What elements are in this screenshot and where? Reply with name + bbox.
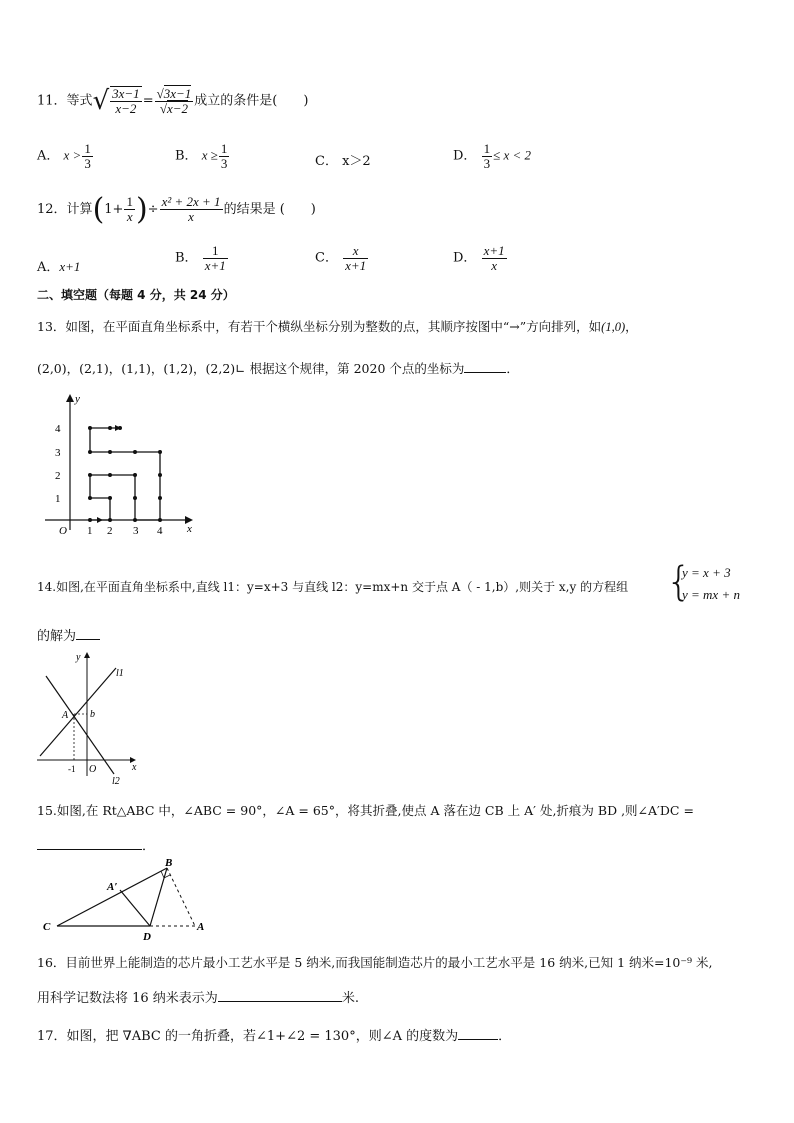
y-axis-label: y <box>75 393 80 405</box>
q13-graph <box>35 390 205 540</box>
question-15-line2: ． <box>37 835 155 854</box>
label-a: A <box>62 710 69 721</box>
lattice-point <box>158 496 162 500</box>
x-tick-label: 1 <box>87 525 93 537</box>
stem-text: 成立的条件是( ) <box>194 93 309 109</box>
line-l1 <box>40 668 116 756</box>
label-d: D <box>143 931 151 942</box>
y-tick-label: 4 <box>55 423 61 435</box>
answer-blank[interactable] <box>218 989 342 1002</box>
q11-option-c: C． x＞2 <box>315 154 371 169</box>
lattice-point <box>108 426 112 430</box>
lattice-point <box>133 518 137 522</box>
section-heading: 二、填空题（每题 4 分，共 24 分） <box>37 288 235 302</box>
answer-blank[interactable] <box>464 360 506 373</box>
lattice-point <box>133 496 137 500</box>
y-tick-label: 1 <box>55 493 61 505</box>
question-number: 12． <box>37 202 67 217</box>
question-14-line1: 14.如图,在平面直角坐标系中,直线 l1：y=x+3 与直线 l2：y=mx+n 交于点 A（ - 1,b）,则关于 x,y 的方程组 <box>37 580 629 594</box>
label-x: x <box>132 762 137 773</box>
y-axis-arrow <box>84 652 90 658</box>
answer-blank[interactable] <box>76 627 100 640</box>
q12-option-c: C． $\frac{x}{x+1}$ <box>315 243 367 273</box>
stem-text: 等式 <box>66 93 93 109</box>
lattice-points <box>88 426 162 522</box>
question-14-line2: 的解为 <box>37 625 100 644</box>
lattice-point <box>133 473 137 477</box>
label-neg1: -1 <box>68 764 76 774</box>
lattice-point <box>108 473 112 477</box>
label-a: A <box>197 921 205 933</box>
lattice-point <box>108 518 112 522</box>
system-brace: { <box>666 559 692 605</box>
lattice-point <box>88 473 92 477</box>
label-y: y <box>76 652 81 663</box>
side-cb <box>57 868 167 926</box>
q11-option-b: B． x ≥ $\frac{1}{3}$ <box>175 141 228 171</box>
question-16-line1: 16．目前世界上能制造的芯片最小工艺水平是 5 纳米,而我国能制造芯片的最小工艺水平是 16 纳米,已知 1 纳米=10⁻⁹ 米, <box>37 955 713 970</box>
question-13-line1: 13．如图，在平面直角坐标系中，有若干个横纵坐标分别为整数的点，其顺序按图中“→”方向排列，如(1,0)， <box>37 319 638 334</box>
path-arrow <box>97 517 103 523</box>
lattice-point <box>158 518 162 522</box>
label-l1: l1 <box>116 668 124 679</box>
lattice-point <box>88 496 92 500</box>
q12-option-d: D． $\frac{x+1}{x}$ <box>453 243 505 273</box>
lattice-point <box>108 496 112 500</box>
q11-option-a: A． x > $\frac{1}{3}$ <box>37 141 91 171</box>
x-tick-label: 3 <box>133 525 139 537</box>
label-b: B <box>165 857 173 869</box>
crease-bd <box>150 868 167 926</box>
q12-option-a: A．x+1 <box>37 259 81 275</box>
label-origin: O <box>89 764 97 775</box>
question-number: 11． <box>37 93 67 109</box>
segment-ba <box>167 868 195 926</box>
q12-option-b: B． $\frac{1}{x+1}$ <box>175 243 226 273</box>
segment-apd <box>120 890 150 926</box>
question-17: 17．如图，把 ∇ABC 的一角折叠，若∠1+∠2 = 130°，则∠A 的度数为 ． <box>37 1029 512 1044</box>
rhs-fraction: $\frac{√3x-1}{√x-2}$ <box>156 85 192 116</box>
x-axis-label: x <box>187 523 192 535</box>
x-tick-label: 2 <box>107 525 113 537</box>
lhs-fraction: $\frac{3x-1}{x-2}$ <box>112 86 140 116</box>
origin-label: O <box>59 525 67 537</box>
lattice-point <box>88 426 92 430</box>
question-15-line1: 15.如图,在 Rt△ABC 中，∠ABC = 90°，∠A = 65°，将其折叠,使点 A 落在边 CB 上 A′ 处,折痕为 BD ,则∠A′DC = <box>37 803 694 818</box>
label-l2: l2 <box>112 776 120 787</box>
equation-system: { y = x + 3 y = mx + n <box>666 559 740 605</box>
lattice-point <box>88 450 92 454</box>
label-c: C <box>43 921 51 933</box>
answer-blank[interactable] <box>458 1027 498 1040</box>
question-11: 11．等式√ $\frac{3x-1}{x-2}$ = $\frac{√3x-1}{√x-2}$ 成立的条件是( ) <box>37 85 309 116</box>
answer-blank[interactable] <box>37 837 142 850</box>
line-l2 <box>46 676 114 774</box>
question-12: 12．计算(1+ $\frac{1}{x}$ )÷ $\frac{\text{x² + 2x + 1}}{x}$ 的结果是 ( ) <box>37 192 316 227</box>
label-b: b <box>90 709 95 720</box>
lattice-point <box>133 450 137 454</box>
x-tick-label: 4 <box>157 525 163 537</box>
y-tick-label: 2 <box>55 470 61 482</box>
lattice-point <box>88 518 92 522</box>
label-a-prime: A′ <box>107 881 118 893</box>
lattice-point <box>158 450 162 454</box>
y-tick-label: 3 <box>55 447 61 459</box>
q15-triangle <box>35 850 215 942</box>
q14-graph <box>32 648 152 788</box>
question-13-line2: (2,0)，(2,1)，(1,1)，(1,2)，(2,2)∟ 根据这个规律，第 2020 个点的坐标为 ． <box>37 361 519 376</box>
y-axis-arrow <box>66 394 74 402</box>
lattice-point <box>118 426 122 430</box>
sqrt-sign: √ <box>92 86 110 116</box>
q11-option-d: D． $\frac{1}{3}$ ≤ x < 2 <box>453 141 532 171</box>
lattice-point <box>158 473 162 477</box>
lattice-point <box>108 450 112 454</box>
spiral-path <box>90 428 160 520</box>
question-16-line2: 用科学记数法将 16 纳米表示为 米. <box>37 991 359 1006</box>
